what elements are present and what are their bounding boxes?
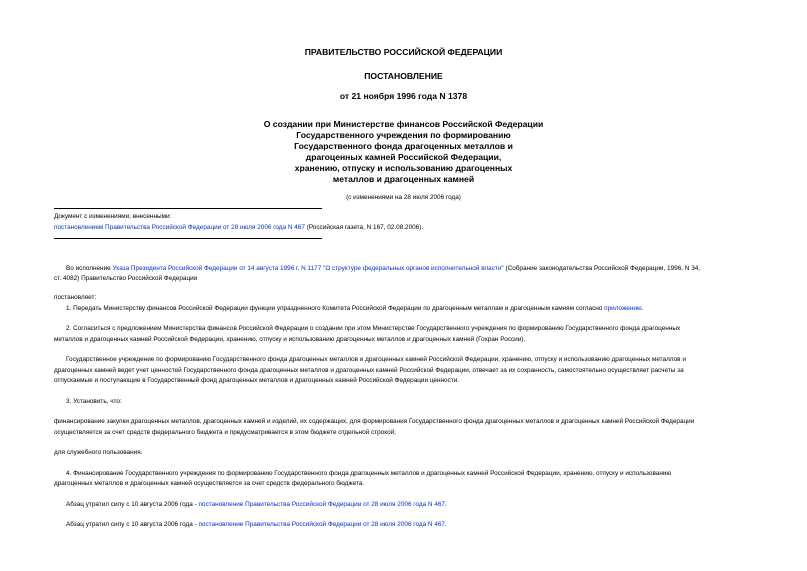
paragraph-8-text: Абзац утратил силу с 10 августа 2006 года - [66,501,199,508]
document-title [0,119,807,186]
amendment-source: (Российская газета, N 167, 02.08.2006). [304,224,424,231]
title-line: О создании при Министерстве финансов Российской Федерации [263,119,544,129]
paragraph-9-end: . [445,521,447,528]
appendix-link[interactable]: приложению [604,305,642,312]
decree-word: постановляет: [54,294,97,301]
government-heading: ПРАВИТЕЛЬСТВО РОССИЙСКОЙ ФЕДЕРАЦИИ [304,47,503,57]
repeal-link[interactable]: постановление Правительства Российской Федерации от 28 июля 2006 года N 467 [198,521,445,528]
title-line: Государственного учреждения по формированию [296,130,511,141]
paragraph-8 [66,501,447,509]
paragraph-4: 3. Установить, что: [66,398,122,405]
paragraph-1 [66,305,644,313]
paragraph-1-end: . [641,305,644,312]
paragraph-9 [66,521,447,529]
paragraph-3-line-3: отпускаемые и поступающие в Государственный фонд драгоценных металлов и драгоценных камней Российской Федерации ценности. [54,377,460,384]
divider-bottom [54,238,322,239]
title-line: металлов и драгоценных камней [332,174,475,185]
title-line: Государственного фонда драгоценных металлов и [294,141,513,152]
preamble-link[interactable]: Указа Президента Российской Федерации от 14 августа 1996 г. N 1177 "О структуре федеральных органов исполнительной власти" [112,265,504,272]
paragraph-2-line-1: 2. Согласиться с предложением Министерства финансов Российской Федерации о создании при этом Министерстве Государственного учреждения по формированию Государственного фонда драгоценных [66,325,681,332]
paragraph-7-line-2: драгоценных металлов и драгоценных камней осуществляется за счет средств федерального бюджета. [54,480,365,487]
paragraph-5-line-1: финансирование закупки драгоценных металлов, драгоценных камней и изделий, их содержащих, для формирования Государственного фонда драгоценных металлов и драгоценных камней Российской Федерации [54,418,695,425]
document-type: ПОСТАНОВЛЕНИЕ [364,71,443,81]
preamble-prefix: Во исполнение [66,265,113,272]
title-line: драгоценных камней Российской Федерации, [305,152,502,163]
date-number: от 21 ноября 1996 года N 1378 [339,91,468,101]
changes-note: (с изменениями на 28 июля 2006 года) [346,194,461,201]
preamble-suffix: (Собрание законодательства Российской Федерации, 1996, N 34, [503,265,701,272]
paragraph-2-line-2: металлов и драгоценных камней Российской Федерации, хранению, отпуску и использованию драгоценных металлов и драгоценных камней (Гохран России). [54,336,526,343]
paragraph-7-line-1: 4. Финансирование Государственного учреждения по формированию Государственного фонда драгоценных металлов и драгоценных камней Российской Федерации, хранению, отпуску и использованию [66,470,672,477]
amendment-link[interactable]: постановлением Правительства Российской Федерации от 28 июля 2006 года N 467 [54,224,305,231]
divider-top [54,208,322,209]
title-line: хранению, отпуску и использованию драгоценных [294,163,513,174]
paragraph-1-text: 1. Передать Министерству финансов Российской Федерации функции упраздненного Комитета Российской Федерации по драгоценным металлам и драгоценным камням согласно [66,305,605,312]
preamble-line-1 [66,265,700,273]
preamble-line-2: ст. 4082) Правительство Российской Федерации [54,275,198,282]
paragraph-3-line-1: Государственное учреждение по формированию Государственного фонда драгоценных металлов и драгоценных камней Российской Федерации, хранению, отпуску и использованию драгоценных металлов и [66,356,686,363]
amendments-line [54,224,423,232]
repeal-link[interactable]: постановление Правительства Российской Федерации от 28 июля 2006 года N 467 [198,501,445,508]
paragraph-8-end: . [445,501,447,508]
paragraph-3-line-2: драгоценных камней ведет учет ценностей Государственного фонда драгоценных металлов и драгоценных камней Российской Федерации, отвечает за их сохранность, самостоятельно осуществляет расчеты за [54,367,684,374]
paragraph-6: для служебного пользования. [54,449,143,456]
paragraph-9-text: Абзац утратил силу с 10 августа 2006 года - [66,521,199,528]
amendments-intro: Документ с изменениями, внесенными: [54,213,172,220]
paragraph-5-line-2: осуществляется за счет средств федерального бюджета и предусматривается в этом бюджете отдельной строкой; [54,429,396,436]
